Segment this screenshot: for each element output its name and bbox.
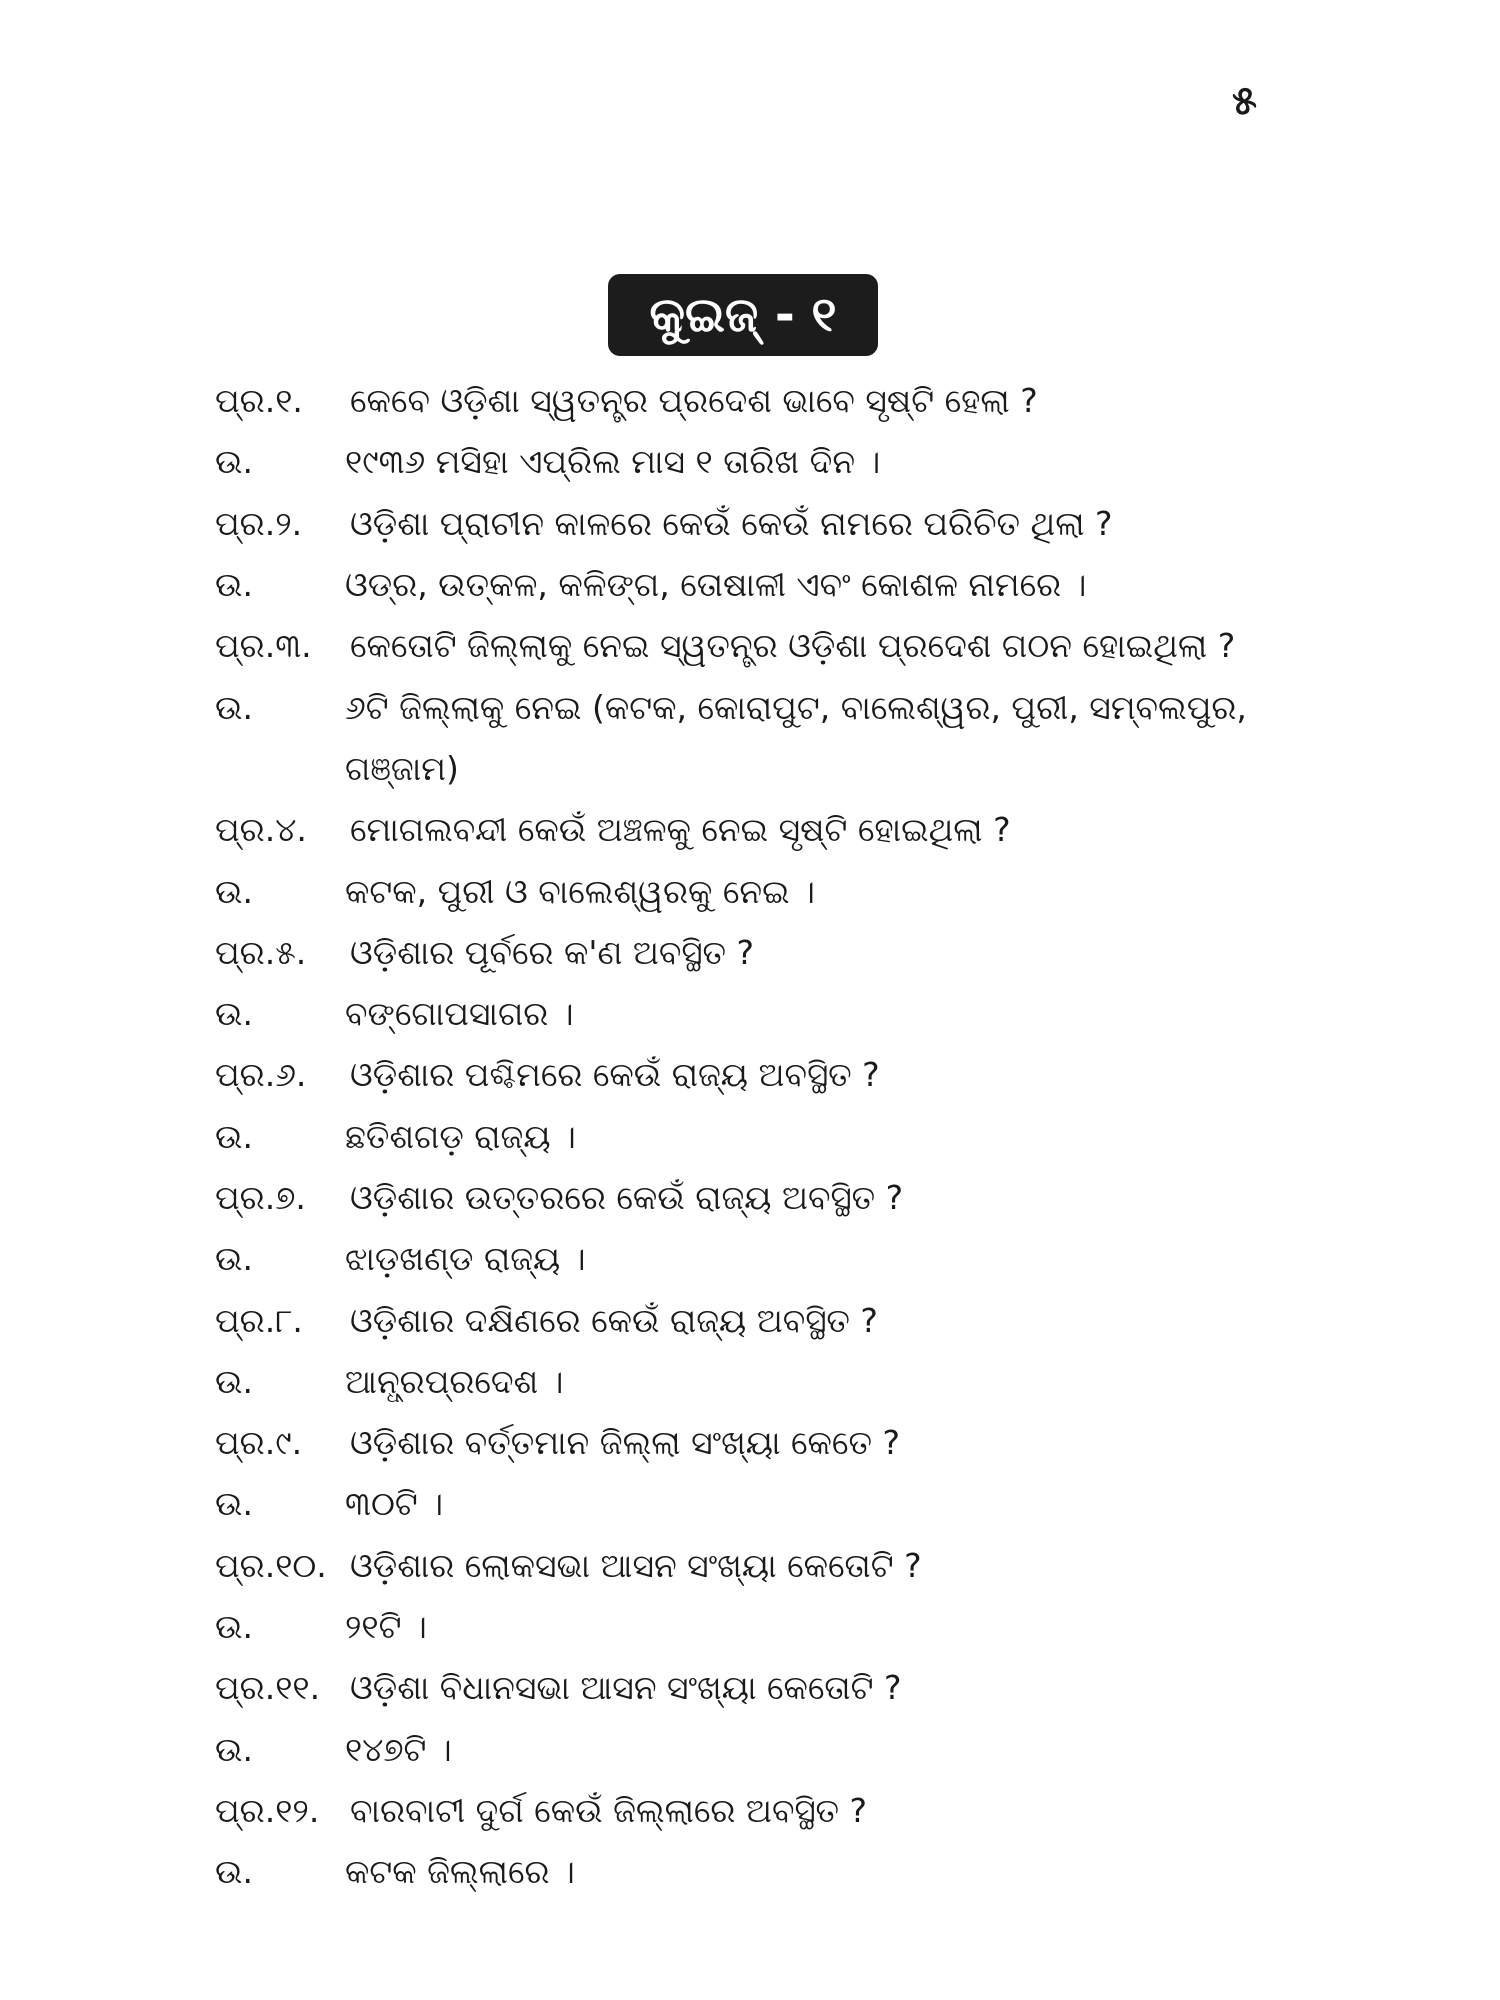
- answer-row: [215, 1473, 1315, 1534]
- answer-row: [215, 860, 1315, 921]
- question-label: ପ୍ର.୧.: [215, 381, 303, 421]
- answer-row: [215, 1351, 1315, 1412]
- question-label: ପ୍ର.୬.: [215, 1055, 307, 1095]
- answer-text: ୨୧ଟି ।: [345, 1607, 427, 1647]
- question-text: ଓଡ଼ିଶାର ପୂର୍ବରେ କ'ଣ ଅବସ୍ଥିତ ?: [350, 932, 754, 972]
- answer-continuation-text: ଗଞ୍ଜାମ): [345, 748, 459, 788]
- question-row: [215, 1535, 1315, 1596]
- question-label: ପ୍ର.୮.: [215, 1300, 303, 1340]
- answer-label: ଉ.: [215, 871, 253, 911]
- question-text: ଓଡ଼ିଶାର ଦକ୍ଷିଣରେ କେଉଁ ରାଜ୍ୟ ଅବସ୍ଥିତ ?: [350, 1300, 878, 1340]
- answer-label: ଉ.: [215, 994, 253, 1034]
- answer-label: ଉ.: [215, 1361, 253, 1401]
- answer-text: ୧୯୩୬ ମସିହା ଏପ୍ରିଲ ମାସ ୧ ତାରିଖ ଦିନ ।: [345, 442, 881, 482]
- answer-text: କଟକ ଜିଲ୍ଲାରେ ।: [345, 1852, 575, 1892]
- question-row: [215, 1780, 1315, 1841]
- answer-label: ଉ.: [215, 1852, 253, 1892]
- answer-row: [215, 1106, 1315, 1167]
- answer-label: ଉ.: [215, 1729, 253, 1769]
- question-text: କେବେ ଓଡ଼ିଶା ସ୍ୱତନ୍ତ୍ର ପ୍ରଦେଶ ଭାବେ ସୃଷ୍ଟି ହେଲା ?: [350, 381, 1038, 421]
- question-row: [215, 493, 1315, 554]
- question-text: ଓଡ଼ିଶା ବିଧାନସଭା ଆସନ ସଂଖ୍ୟା କେତୋଟି ?: [350, 1668, 902, 1708]
- page-title: କୁଇଜ୍ - ୧: [608, 274, 878, 356]
- answer-label: ଉ.: [215, 1484, 253, 1524]
- answer-label: ଉ.: [215, 565, 253, 605]
- question-label: ପ୍ର.୨.: [215, 503, 303, 543]
- answer-label: ଉ.: [215, 1116, 253, 1156]
- answer-row: [215, 983, 1315, 1044]
- question-label: ପ୍ର.୧୧.: [215, 1668, 321, 1708]
- question-row: [215, 615, 1315, 676]
- answer-label: ଉ.: [215, 687, 253, 727]
- question-text: ଓଡ଼ିଶାର ପଶ୍ଚିମରେ କେଉଁ ରାଜ୍ୟ ଅବସ୍ଥିତ ?: [350, 1055, 880, 1095]
- question-text: ମୋଗଲବନ୍ଦୀ କେଉଁ ଅଞ୍ଚଳକୁ ନେଇ ସୃଷ୍ଟି ହୋଇଥିଲା ?: [350, 810, 1011, 850]
- question-row: [215, 370, 1315, 431]
- answer-row: [215, 1228, 1315, 1289]
- page-number: ୫: [1232, 78, 1257, 124]
- answer-continuation-row: [215, 738, 1315, 799]
- answer-text: ୩୦ଟି ।: [345, 1484, 444, 1524]
- answer-row: [215, 1719, 1315, 1780]
- question-text: ଓଡ଼ିଶାର ଲୋକସଭା ଆସନ ସଂଖ୍ୟା କେତୋଟି ?: [350, 1545, 922, 1585]
- answer-row: [215, 554, 1315, 615]
- answer-row: [215, 1596, 1315, 1657]
- question-text: କେତୋଟି ଜିଲ୍ଲାକୁ ନେଇ ସ୍ୱତନ୍ତ୍ର ଓଡ଼ିଶା ପ୍ରଦେଶ ଗଠନ ହୋଇଥିଲା ?: [350, 626, 1236, 666]
- question-label: ପ୍ର.୧୨.: [215, 1790, 320, 1830]
- question-label: ପ୍ର.୪.: [215, 810, 307, 850]
- question-label: ପ୍ର.୩.: [215, 626, 312, 666]
- answer-label: ଉ.: [215, 1607, 253, 1647]
- question-row: [215, 1044, 1315, 1105]
- question-label: ପ୍ର.୭.: [215, 1178, 306, 1217]
- question-row: [215, 922, 1315, 983]
- answer-text: ଓଡ୍ର, ଉତ୍କଳ, କଳିଙ୍ଗ, ତୋଷାଳୀ ଏବଂ କୋଶଳ ନାମରେ ।: [345, 565, 1087, 605]
- question-text: ଓଡ଼ିଶାର ବର୍ତ୍ତମାନ ଜିଲ୍ଲା ସଂଖ୍ୟା କେତେ ?: [350, 1423, 900, 1463]
- answer-row: [215, 676, 1315, 737]
- answer-text: ଛତିଶଗଡ଼ ରାଜ୍ୟ ।: [345, 1116, 576, 1156]
- answer-label: ଉ.: [215, 1239, 253, 1279]
- question-row: [215, 1657, 1315, 1718]
- question-row: [215, 799, 1315, 860]
- answer-row: [215, 1841, 1315, 1902]
- question-label: ପ୍ର.୫.: [215, 932, 307, 972]
- question-row: [215, 1412, 1315, 1473]
- answer-text: ୧୪୭ଟି ।: [345, 1729, 452, 1769]
- question-text: ଓଡ଼ିଶାର ଉତ୍ତରରେ କେଉଁ ରାଜ୍ୟ ଅବସ୍ଥିତ ?: [350, 1178, 904, 1217]
- question-row: [215, 1289, 1315, 1350]
- question-label: ପ୍ର.୧୦.: [215, 1545, 327, 1585]
- question-text: ବାରବାଟୀ ଦୁର୍ଗ କେଉଁ ଜିଲ୍ଲାରେ ଅବସ୍ଥିତ ?: [350, 1790, 868, 1830]
- answer-text: ଆନ୍ଧ୍ରପ୍ରଦେଶ ।: [345, 1361, 564, 1401]
- answer-text: ୬ଟି ଜିଲ୍ଲାକୁ ନେଇ (କଟକ, କୋରାପୁଟ, ବାଲେଶ୍ୱର, ପୁରୀ, ସମ୍ବଲପୁର,: [345, 687, 1247, 727]
- answer-text: ବଙ୍ଗୋପସାଗର ।: [345, 994, 574, 1034]
- question-text: ଓଡ଼ିଶା ପ୍ରାଚୀନ କାଳରେ କେଉଁ କେଉଁ ନାମରେ ପରିଚିତ ଥିଲା ?: [350, 503, 1113, 543]
- question-label: ପ୍ର.୯.: [215, 1423, 303, 1463]
- answer-row: [215, 431, 1315, 492]
- question-row: [215, 1167, 1315, 1228]
- answer-label: ଉ.: [215, 442, 253, 482]
- answer-text: କଟକ, ପୁରୀ ଓ ବାଲେଶ୍ୱରକୁ ନେଇ ।: [345, 871, 815, 911]
- answer-text: ଝାଡ଼ଖଣ୍ଡ ରାଜ୍ୟ ।: [345, 1239, 586, 1279]
- qa-list: [215, 370, 1315, 1902]
